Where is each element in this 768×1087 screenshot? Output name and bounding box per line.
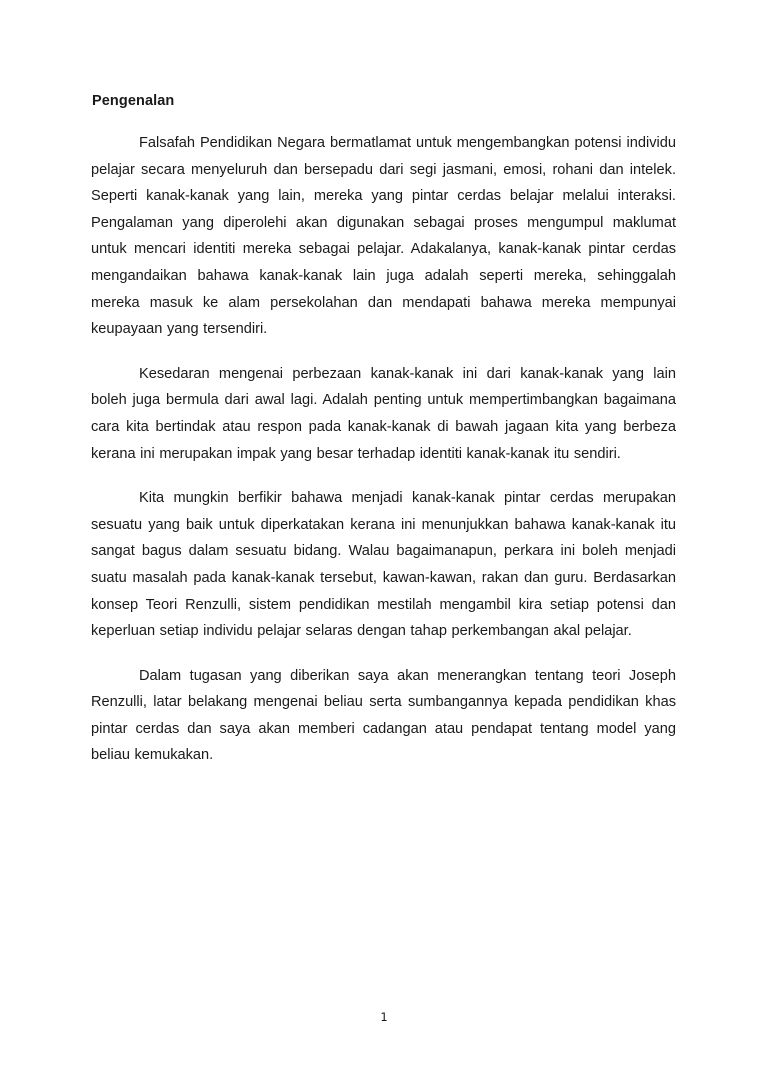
page-number: 1: [380, 1010, 388, 1024]
paragraph-intro: Falsafah Pendidikan Negara bermatlamat untuk mengembangkan potensi individu pelajar secara menyeluruh dan bersepadu dari segi jasmani, emosi, rohani dan intelek. Seperti kanak-kanak yang lain, mereka yang pintar cerdas belajar melalui interaksi. Pengalaman yang diperolehi akan digunakan sebagai proses mengumpul maklumat untuk mencari identiti mereka sebagai pelajar. Adakalanya, kanak-kanak pintar cerdas mengandaikan bahawa kanak-kanak lain juga adalah seperti mereka, sehinggalah mereka masuk ke alam persekolahan dan mendapati bahawa mereka mempunyai keupayaan yang tersendiri.: [91, 135, 676, 338]
body-text: [91, 130, 676, 787]
paragraph-assignment-scope: Dalam tugasan yang diberikan saya akan menerangkan tentang teori Joseph Renzulli, latar belakang mengenai beliau serta sumbangannya kepada pendidikan khas pintar cerdas dan saya akan memberi cadangan atau pendapat tentang model yang beliau kemukakan.: [91, 667, 676, 764]
paragraph-renzulli-concept: Kita mungkin berfikir bahawa menjadi kanak-kanak pintar cerdas merupakan sesuatu yang baik untuk diperkatakan kerana ini menunjukkan bahawa kanak-kanak itu sangat bagus dalam sesuatu bidang. Walau bagaimanapun, perkara ini boleh menjadi suatu masalah pada kanak-kanak tersebut, kawan-kawan, rakan dan guru. Berdasarkan konsep Teori Renzulli, sistem pendidikan mestilah mengambil kira setiap potensi dan keperluan setiap individu pelajar selaras dengan tahap perkembangan akal pelajar.: [91, 490, 676, 640]
section-heading: Pengenalan: [92, 93, 175, 109]
paragraph-awareness: Kesedaran mengenai perbezaan kanak-kanak ini dari kanak-kanak yang lain boleh juga bermula dari awal lagi. Adalah penting untuk mempertimbangkan bagaimana cara kita bertindak atau respon pada kanak-kanak di bawah jagaan kita yang berbeza kerana ini merupakan impak yang besar terhadap identiti kanak-kanak itu sendiri.: [91, 365, 676, 462]
